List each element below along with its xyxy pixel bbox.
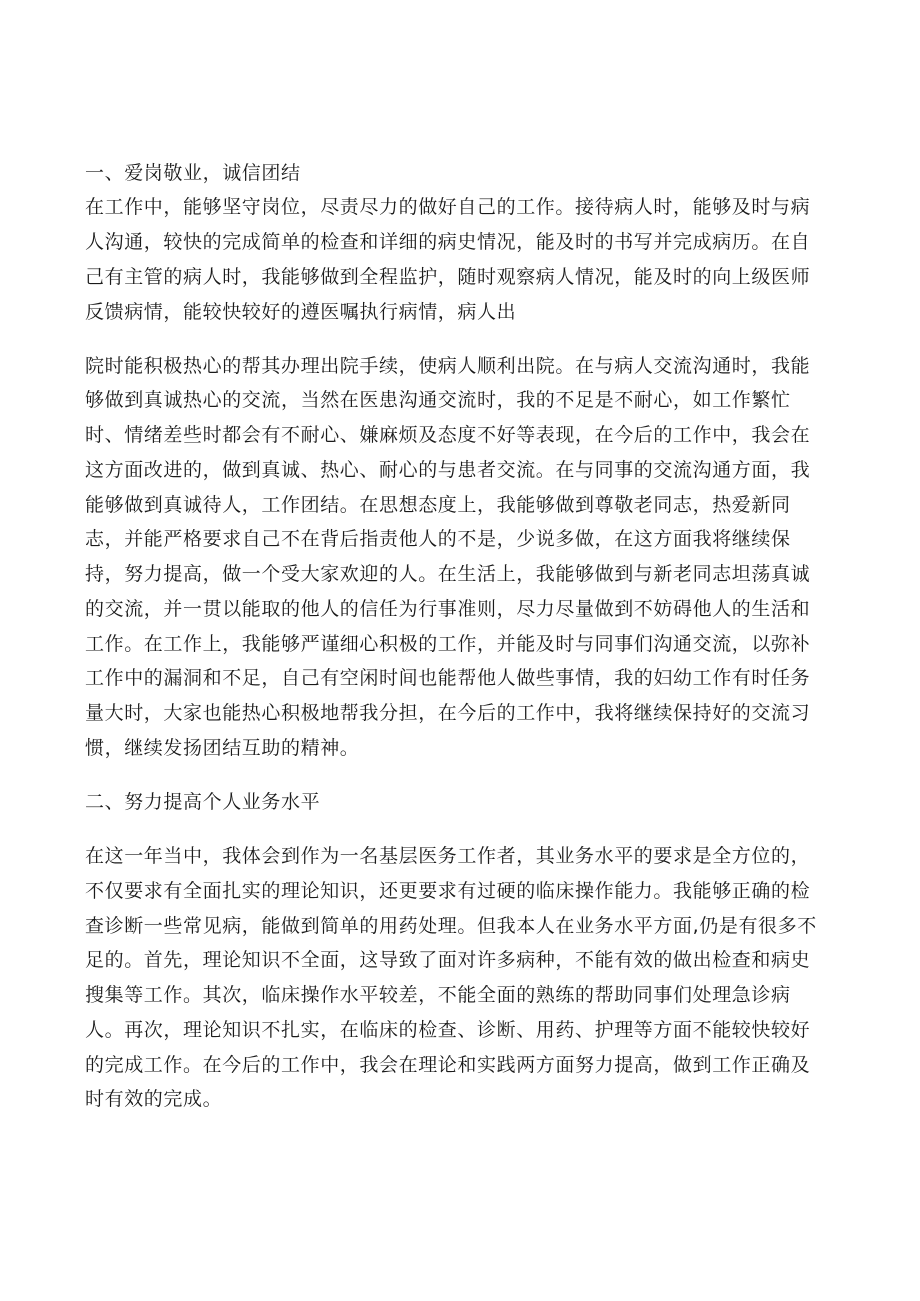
text-line: 够做到真诚热心的交流，当然在医患沟通交流时，我的不足是不耐心，如工作繁忙 [85, 389, 791, 411]
text-line: 工作中的漏洞和不足，自己有空闲时间也能帮他人做些事情，我的妇幼工作有时任务 [85, 667, 811, 689]
text-line: 不仅要求有全面扎实的理论知识，还更要求有过硬的临床操作能力。我能够正确的检 [85, 880, 811, 902]
text-line: 足的。首先，理论知识不全面，这导致了面对许多病种，不能有效的做出检查和病史 [85, 949, 811, 971]
text-line: 能够做到真诚待人，工作团结。在思想态度上，我能够做到尊敬老同志，热爱新同 [85, 494, 791, 516]
section-heading-1: 一、爱岗敬业，诚信团结 [85, 162, 301, 184]
text-line: 院时能积极热心的帮其办理出院手续，使病人顺利出院。在与病人交流沟通时，我能 [85, 355, 811, 377]
text-line: 在工作中，能够坚守岗位，尽责尽力的做好自己的工作。接待病人时，能够及时与病 [85, 196, 811, 218]
text-line: 这方面改进的，做到真诚、热心、耐心的与患者交流。在与同事的交流沟通方面，我 [85, 459, 811, 481]
text-line: 量大时，大家也能热心积极地帮我分担，在今后的工作中，我将继续保持好的交流习 [85, 702, 811, 724]
text-line: 查诊断一些常见病，能做到简单的用药处理。但我本人在业务水平方面,仍是有很多不 [85, 915, 817, 937]
text-line: 己有主管的病人时，我能够做到全程监护，随时观察病人情况，能及时的向上级医师 [85, 266, 811, 288]
text-line: 的交流，并一贯以能取的他人的信任为行事准则，尽力尽量做到不妨碍他人的生活和 [85, 598, 811, 620]
text-line: 反馈病情，能较快较好的遵医嘱执行病情，病人出 [85, 301, 517, 323]
text-line: 搜集等工作。其次，临床操作水平较差，不能全面的熟练的帮助同事们处理急诊病 [85, 984, 791, 1006]
text-line: 时有效的完成。 [85, 1088, 223, 1110]
text-line: 在这一年当中，我体会到作为一名基层医务工作者，其业务水平的要求是全方位的， [85, 845, 811, 867]
text-line: 工作。在工作上，我能够严谨细心积极的工作，并能及时与同事们沟通交流，以弥补 [85, 633, 811, 655]
text-line: 持，努力提高，做一个受大家欢迎的人。在生活上，我能够做到与新老同志坦荡真诚 [85, 563, 811, 585]
text-line: 志，并能严格要求自己不在背后指责他人的不是，少说多做，在这方面我将继续保 [85, 528, 791, 550]
text-line: 人。再次，理论知识不扎实，在临床的检查、诊断、用药、护理等方面不能较快较好 [85, 1019, 811, 1041]
text-line: 人沟通，较快的完成简单的检查和详细的病史情况，能及时的书写并完成病历。在自 [85, 231, 811, 253]
text-line: 惯，继续发扬团结互助的精神。 [85, 737, 360, 759]
text-line: 时、情绪差些时都会有不耐心、嫌麻烦及态度不好等表现，在今后的工作中，我会在 [85, 424, 811, 446]
text-line: 的完成工作。在今后的工作中，我会在理论和实践两方面努力提高，做到工作正确及 [85, 1054, 811, 1076]
section-heading-2: 二、努力提高个人业务水平 [85, 791, 321, 813]
